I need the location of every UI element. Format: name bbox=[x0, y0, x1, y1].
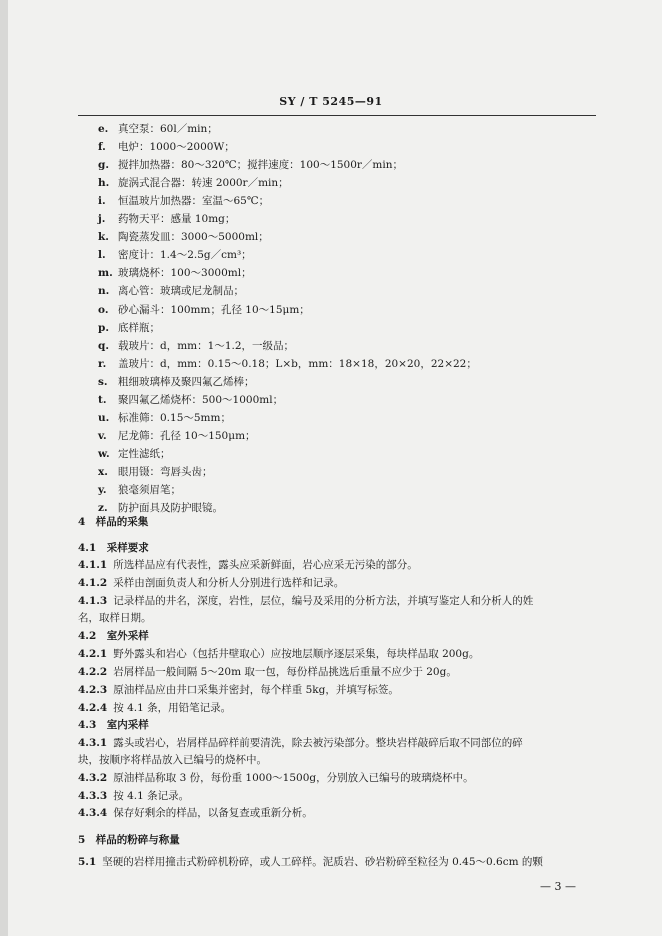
equipment-item-label: i. bbox=[98, 195, 106, 208]
equipment-item bbox=[98, 502, 223, 515]
equipment-item-label: f. bbox=[98, 141, 106, 154]
clause-text: 记录样品的井名，深度，岩性，层位，编号及采用的分析方法，并填写鉴定人和分析人的姓 bbox=[113, 595, 534, 607]
clause-number: 4.2.4 bbox=[78, 702, 108, 714]
clause-4-3-2 bbox=[78, 772, 474, 785]
equipment-item bbox=[98, 430, 256, 443]
equipment-item-text: 恒温玻片加热器：室温～65℃； bbox=[118, 195, 270, 208]
clause-number: 4.1.3 bbox=[78, 595, 108, 607]
equipment-item-label: o. bbox=[98, 303, 109, 316]
equipment-item-text: 玻璃烧杯：100～3000ml； bbox=[118, 267, 252, 280]
equipment-item-text: 电炉：1000～2000W； bbox=[118, 141, 235, 154]
equipment-item bbox=[98, 322, 160, 335]
equipment-item-label: z. bbox=[98, 502, 108, 515]
clause-number: 4.1.2 bbox=[78, 577, 108, 589]
equipment-item-text: 搅拌加热器：80～320℃；搅拌速度：100～1500r／min； bbox=[118, 159, 404, 172]
clause-4-2-3 bbox=[78, 684, 399, 697]
section-5-heading: 5 样品的粉碎与称量 bbox=[78, 834, 180, 846]
equipment-item bbox=[98, 358, 477, 371]
clause-text: 露头或岩心，岩屑样品碎样前要清洗，除去被污染部分。整块岩样敲碎后取不同部位的碎 bbox=[113, 737, 523, 749]
equipment-item-label: k. bbox=[98, 231, 109, 244]
equipment-item-label: m. bbox=[98, 267, 113, 280]
equipment-item-label: w. bbox=[98, 447, 110, 460]
equipment-item-text: 尼龙筛：孔径 10～150μm； bbox=[118, 429, 256, 442]
clause-text: 岩屑样品一般间隔 5～20m 取一包，每份样品挑选后重量不应少于 20g。 bbox=[113, 666, 457, 678]
clause-text: 野外露头和岩心（包括井壁取心）应按地层顺序逐层采集，每块样品取 200g。 bbox=[113, 648, 480, 660]
equipment-item-text: 标准筛：0.15～5mm； bbox=[118, 411, 231, 424]
page-number: — 3 — bbox=[540, 880, 576, 893]
clause-number: 4.2.1 bbox=[78, 648, 108, 660]
equipment-item-text: 药物天平：感量 10mg； bbox=[118, 213, 236, 226]
clause-4-1-2 bbox=[78, 577, 344, 590]
clause-4-3-1 bbox=[78, 737, 523, 750]
clause-number: 4.3.2 bbox=[78, 772, 108, 784]
equipment-item bbox=[98, 466, 213, 479]
equipment-item-label: h. bbox=[98, 177, 110, 190]
equipment-item-label: p. bbox=[98, 321, 109, 334]
clause-4-1-1 bbox=[78, 559, 418, 572]
equipment-item-text: 狼毫须眉笔； bbox=[118, 484, 181, 496]
clause-number: 4.2.2 bbox=[78, 666, 108, 678]
equipment-item-text: 粗细玻璃棒及聚四氟乙烯棒； bbox=[118, 375, 255, 388]
page-header-title: SY / T 5245—91 bbox=[279, 95, 383, 108]
equipment-item-label: j. bbox=[98, 213, 106, 226]
equipment-item-label: x. bbox=[98, 465, 108, 478]
clause-number: 4.2.3 bbox=[78, 684, 108, 696]
equipment-item-label: v. bbox=[98, 429, 107, 442]
clause-text: 采样由剖面负责人和分析人分别进行选样和记录。 bbox=[113, 577, 345, 589]
equipment-item-label: n. bbox=[98, 285, 110, 298]
equipment-item-label: e. bbox=[98, 123, 109, 135]
section-4-3-heading: 4.3 室内采样 bbox=[78, 719, 149, 731]
equipment-item bbox=[98, 448, 171, 461]
section-4-2-heading: 4.2 室外采样 bbox=[78, 630, 149, 642]
equipment-item-text: 底样瓶； bbox=[118, 321, 160, 334]
equipment-item bbox=[98, 141, 235, 154]
equipment-item-label: r. bbox=[98, 357, 107, 370]
equipment-item-label: t. bbox=[98, 393, 107, 406]
equipment-item-label: g. bbox=[98, 159, 109, 172]
equipment-item-text: 砂心漏斗：100mm；孔径 10～15μm； bbox=[118, 303, 310, 316]
equipment-item-text: 盖玻片：d，mm：0.15～0.18；L×b，mm：18×18，20×20，22×22； bbox=[118, 357, 477, 370]
equipment-item-label: s. bbox=[98, 375, 108, 388]
equipment-item-text: 真空泵：60l／min； bbox=[118, 123, 218, 135]
equipment-item bbox=[98, 213, 235, 226]
equipment-item-label: u. bbox=[98, 411, 110, 424]
equipment-item bbox=[98, 394, 283, 407]
clause-4-2-1 bbox=[78, 648, 479, 661]
clause-4-3-1-continuation: 块，按顺序将样品放入已编号的烧杯中。 bbox=[78, 754, 267, 766]
equipment-item-text: 密度计：1.4～2.5g／cm³； bbox=[118, 249, 252, 262]
equipment-item-text: 聚四氟乙烯烧杯：500～1000ml； bbox=[118, 393, 284, 406]
equipment-item bbox=[98, 231, 269, 244]
equipment-item bbox=[98, 304, 310, 317]
clause-number: 4.3.4 bbox=[78, 807, 108, 819]
clause-text: 保存好剩余的样品，以备复查或重新分析。 bbox=[113, 807, 313, 819]
equipment-item bbox=[98, 195, 269, 208]
clause-4-1-3 bbox=[78, 595, 533, 608]
clause-4-3-4 bbox=[78, 807, 313, 820]
equipment-item-text: 定性滤纸； bbox=[118, 447, 171, 460]
equipment-item-text: 防护面具及防护眼镜。 bbox=[118, 502, 223, 515]
section-4-heading: 4 样品的采集 bbox=[78, 516, 149, 528]
clause-4-1-3-continuation: 名，取样日期。 bbox=[78, 612, 152, 624]
equipment-item bbox=[98, 484, 181, 497]
clause-number: 4.1.1 bbox=[78, 559, 108, 571]
clause-number: 4.3.3 bbox=[78, 790, 108, 802]
clause-text: 所选样品应有代表性，露头应采新鲜面，岩心应采无污染的部分。 bbox=[113, 559, 418, 571]
equipment-item bbox=[98, 340, 294, 353]
clause-text: 按 4.1 条，用铅笔记录。 bbox=[113, 702, 232, 714]
section-4-1-heading: 4.1 采样要求 bbox=[78, 542, 149, 554]
clause-5-1 bbox=[78, 856, 543, 869]
equipment-item bbox=[98, 177, 289, 190]
clause-4-2-4 bbox=[78, 702, 231, 715]
equipment-item bbox=[98, 249, 252, 262]
equipment-item bbox=[98, 285, 244, 298]
equipment-item-text: 陶瓷蒸发皿：3000～5000ml； bbox=[118, 231, 269, 244]
equipment-item-label: y. bbox=[98, 484, 107, 496]
clause-text: 按 4.1 条记录。 bbox=[113, 790, 190, 802]
clause-text: 原油样品称取 3 份，每份重 1000～1500g，分别放入已编号的玻璃烧杯中。 bbox=[113, 772, 474, 784]
equipment-item bbox=[98, 412, 231, 425]
scan-edge bbox=[0, 0, 8, 936]
clause-text: 坚硬的岩样用撞击式粉碎机粉碎，或人工碎样。泥质岩、砂岩粉碎至粒径为 0.45～0.6cm 的颗 bbox=[102, 856, 543, 868]
equipment-item bbox=[98, 376, 255, 389]
clause-4-3-3 bbox=[78, 790, 189, 803]
equipment-item-text: 载玻片：d，mm：1～1.2，一级品； bbox=[118, 339, 295, 352]
equipment-item-text: 旋涡式混合器：转速 2000r／min； bbox=[118, 177, 289, 190]
equipment-item-label: q. bbox=[98, 339, 109, 352]
equipment-item bbox=[98, 267, 252, 280]
clause-number: 4.3.1 bbox=[78, 737, 108, 749]
clause-4-2-2 bbox=[78, 666, 457, 679]
equipment-item bbox=[98, 159, 403, 172]
header-rule bbox=[78, 115, 596, 116]
equipment-item bbox=[98, 123, 218, 136]
clause-number: 5.1 bbox=[78, 856, 97, 868]
equipment-item-text: 眼用镊：弯唇头齿； bbox=[118, 465, 213, 478]
clause-text: 原油样品应由井口采集并密封，每个样重 5kg，并填写标签。 bbox=[113, 684, 399, 696]
equipment-item-label: l. bbox=[98, 249, 106, 262]
equipment-item-text: 离心管：玻璃或尼龙制品； bbox=[118, 285, 244, 298]
